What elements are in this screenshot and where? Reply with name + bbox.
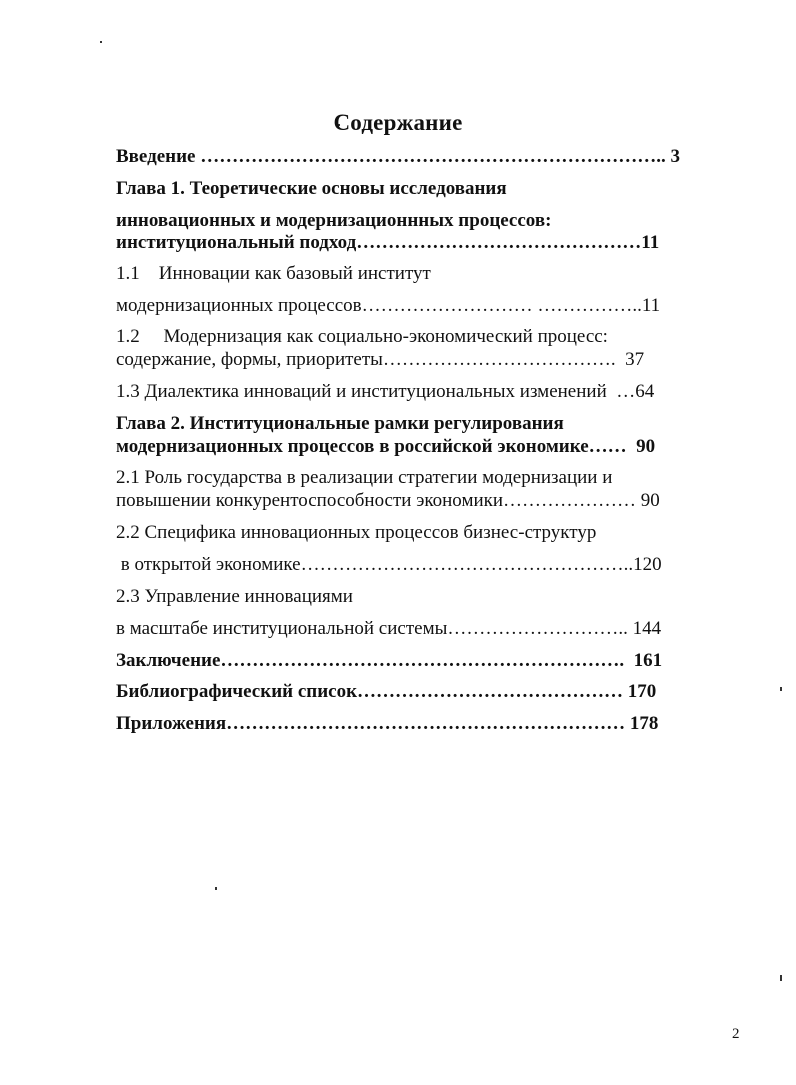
toc-entry: 2.2 Специфика инновационных процессов бизнес-структур: [116, 522, 597, 543]
scan-speck: [100, 41, 102, 43]
toc-entry: в масштабе институциональной системы……………………….. 144: [116, 618, 662, 639]
toc-entry: Глава 1. Теоретические основы исследования: [116, 178, 507, 199]
toc-entry: 2.3 Управление инновациями: [116, 586, 353, 607]
toc-entry: 1.2 Модернизация как социально-экономический процесс:: [116, 326, 608, 347]
toc-entry: 2.1 Роль государства в реализации стратегии модернизации и: [116, 467, 613, 488]
toc-entry: 1.3 Диалектика инноваций и институциональных изменений …64: [116, 381, 655, 402]
toc-entry: модернизационных процессов……………………… ……………..11: [116, 295, 661, 316]
page-number: 2: [732, 1026, 740, 1042]
toc-entry: 1.1 Инновации как базовый институт: [116, 263, 431, 284]
toc-entry: Введение ……………………………………………………………….. 3: [116, 146, 680, 167]
document-title: Содержание: [333, 110, 463, 135]
toc-entry: Библиографический список…………………………………… 170: [116, 681, 657, 702]
toc-entry: инновационных и модернизационнных процессов:: [116, 210, 552, 231]
toc-entry: повышении конкурентоспособности экономики………………… 90: [116, 490, 660, 511]
toc-entry: Заключение………………………………………………………. 161: [116, 650, 663, 671]
toc-entry: Глава 2. Институциональные рамки регулирования: [116, 413, 564, 434]
toc-entry: модернизационных процессов в российской экономике…… 90: [116, 436, 656, 457]
toc-entry: в открытой экономике……………………………………………..120: [116, 554, 662, 575]
scan-speck: [780, 975, 782, 981]
toc-entry: институциональный подход………………………………………11: [116, 232, 660, 253]
toc-entry: Приложения……………………………………………………… 178: [116, 713, 659, 734]
scan-speck: [215, 887, 217, 890]
toc-entry: содержание, формы, приоритеты………………………………. 37: [116, 349, 645, 370]
